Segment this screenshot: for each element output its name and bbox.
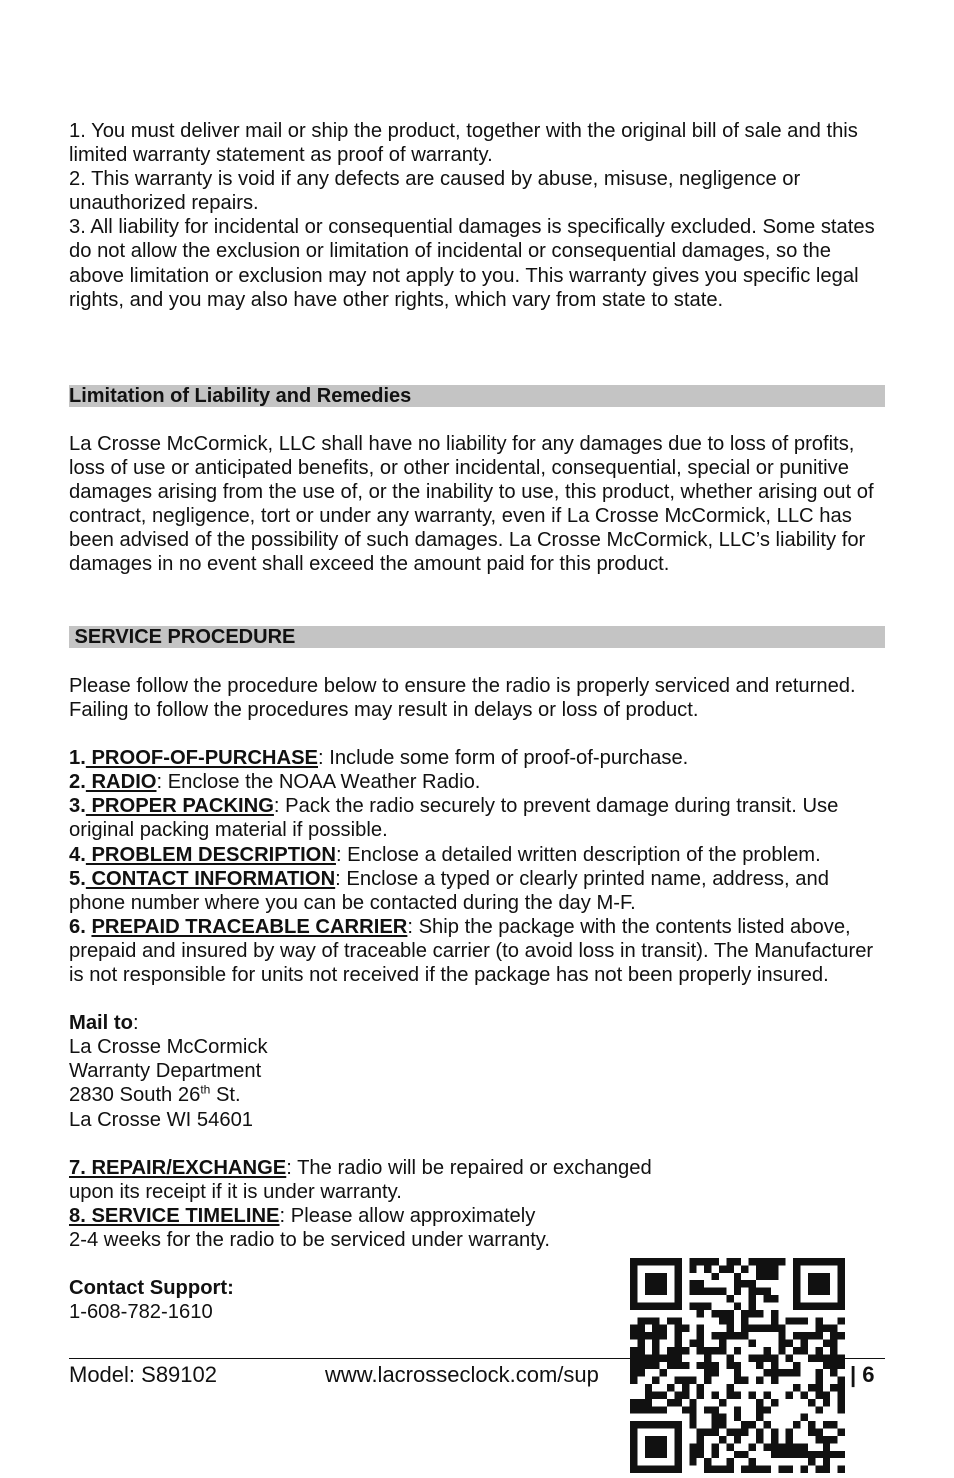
step-title: PREPAID TRACEABLE CARRIER [91, 915, 408, 938]
step-title: PROOF-OF-PURCHASE [85, 747, 318, 770]
warranty-conditions [69, 119, 885, 312]
support-url[interactable]: www.lacrosseclock.com/sup [325, 1362, 599, 1387]
step-repair-exchange: 7. REPAIR/EXCHANGE: The radio will be repaired or exchanged [69, 1156, 652, 1179]
step-repair-exchange-cont: upon its receipt if it is under warranty. [69, 1180, 402, 1203]
contact-support-label: Contact Support: [69, 1276, 234, 1299]
step-proper-packing: 3. PROPER PACKING: Pack the radio securely to prevent damage during transit. Use original packing material if possible. [69, 795, 839, 842]
step-title: CONTACT INFORMATION [85, 867, 336, 890]
service-intro: Please follow the procedure below to ensure the radio is properly serviced and returned. Failing to follow the procedures may result in delays or loss of product. [69, 675, 856, 722]
model-number: Model: S89102 [69, 1362, 217, 1387]
liability-heading: Limitation of Liability and Remedies [69, 385, 885, 407]
step-service-timeline-cont: 2-4 weeks for the radio to be serviced under warranty. [69, 1228, 550, 1251]
warranty-item-1: 1. You must deliver mail or ship the product, together with the original bill of sale and this limited warranty statement as proof of warranty. [69, 120, 858, 167]
step-title: PROPER PACKING [85, 795, 274, 818]
address-line-1: La Crosse McCormick [69, 1036, 268, 1059]
address-line-3: 2830 South 26th St. [69, 1082, 241, 1107]
address-line-4: La Crosse WI 54601 [69, 1108, 254, 1131]
contact-phone: 1-608-782-1610 [69, 1301, 213, 1324]
liability-section [69, 432, 885, 577]
step-radio: 2. RADIO: Enclose the NOAA Weather Radio. [69, 771, 481, 794]
liability-body: La Crosse McCormick, LLC shall have no liability for any damages due to loss of profits, loss of use or anticipated benefits, or other incidental, consequential, special or punitive damages arising from the use of, or the inability to use, this product, whether arising out of contract, negligence, tort or under any warranty, even if La Crosse McCormick, LLC has been advised of the possibility of such damages. La Crosse McCormick, LLC’s liability for damages in no event shall exceed the amount paid for this product. [69, 433, 874, 576]
qr-code-icon[interactable] [630, 1258, 845, 1473]
service-section [69, 674, 885, 1324]
step-prepaid-carrier: 6. PREPAID TRACEABLE CARRIER: Ship the package with the contents listed above, prepaid and insured by way of traceable carrier (to avoid loss in transit). The Manufacturer is not responsible for units not received if the package has not been properly insured. [69, 915, 874, 987]
mail-to-label: Mail to: [69, 1012, 139, 1035]
step-proof-of-purchase: 1. PROOF-OF-PURCHASE: Include some form of proof-of-purchase. [69, 747, 689, 770]
warranty-item-3: 3. All liability for incidental or consequential damages is specifically excluded. Some states do not allow the exclusion or limitation of incidental or consequential damages, so the above limitation or exclusion may not apply to you. This warranty gives you specific legal rights, and you may also have other rights, which vary from state to state. [69, 216, 875, 311]
qr-code-graphic [630, 1258, 845, 1473]
page-number: | 6 [850, 1362, 875, 1387]
step-contact-information: 5. CONTACT INFORMATION: Enclose a typed or clearly printed name, address, and phone number where you can be contacted during the day M-F. [69, 867, 829, 914]
step-problem-description: 4. PROBLEM DESCRIPTION: Enclose a detailed written description of the problem. [69, 843, 821, 866]
step-title: RADIO [85, 771, 157, 794]
warranty-item-2: 2. This warranty is void if any defects are caused by abuse, misuse, negligence or unauthorized repairs. [69, 168, 801, 215]
step-title: PROBLEM DESCRIPTION [85, 843, 336, 866]
service-heading: SERVICE PROCEDURE [69, 626, 885, 648]
address-line-2: Warranty Department [69, 1060, 262, 1083]
step-service-timeline: 8. SERVICE TIMELINE: Please allow approximately [69, 1204, 536, 1227]
